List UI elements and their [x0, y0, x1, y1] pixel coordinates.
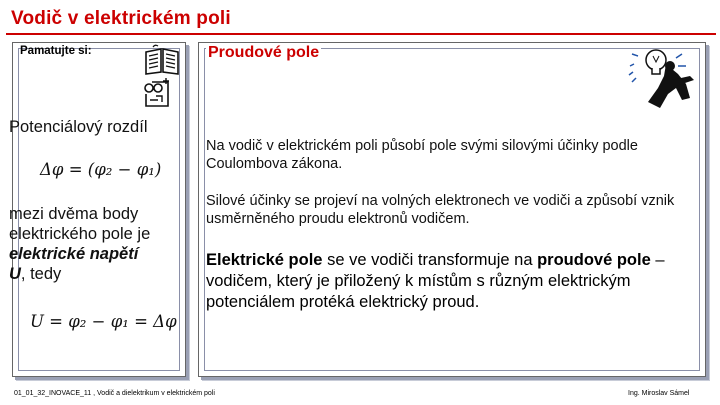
footer-course-code: 01_01_32_INOVACE_11 , Vodič a dielektrikum v elektrickém poli [14, 390, 215, 397]
potential-difference-label: Potenciálový rozdíl [9, 118, 148, 136]
footer-author: Ing. Miroslav Sámel [628, 390, 690, 397]
between-text-line2: elektrického pole je [9, 225, 151, 243]
puzzle-icon [140, 76, 174, 110]
formula-voltage: U = φ₂ − φ₁ = Δφ [30, 312, 177, 331]
voltage-symbol-line [9, 265, 61, 284]
section-heading: Proudové pole [208, 44, 320, 61]
remember-label: Pamatujte si: [20, 45, 92, 57]
paragraph-current-field-text-1: se ve vodiči transformuje na [322, 251, 538, 269]
term-electric-field: Elektrické pole [206, 251, 323, 269]
title-underline [6, 33, 716, 35]
book-icon [143, 44, 181, 76]
tedy-text: , tedy [20, 265, 62, 283]
lightbulb-idea-icon [628, 44, 700, 114]
between-text-line1: mezi dvěma body [9, 205, 139, 223]
term-current-field: proudové pole [537, 251, 651, 269]
voltage-term: elektrické napětí [9, 245, 139, 263]
voltage-symbol: U [9, 265, 21, 283]
paragraph-current-field-text-2: – vodičem, který je přiložený k místům s různým elektrickým potenciálem protéká elektrický proud. [206, 251, 665, 311]
paragraph-current-field [206, 250, 696, 313]
page-title: Vodič v elektrickém poli [11, 8, 231, 29]
paragraph-electrons: Silové účinky se projeví na volných elektronech ve vodiči a způsobí vznik usměrněného proudu elektronů vodičem. [206, 193, 675, 227]
formula-potential-difference: Δφ = (φ₂ − φ₁) [40, 160, 162, 179]
paragraph-coulomb: Na vodič v elektrickém poli působí pole svými silovými účinky podle Coulombova zákona. [206, 138, 638, 172]
